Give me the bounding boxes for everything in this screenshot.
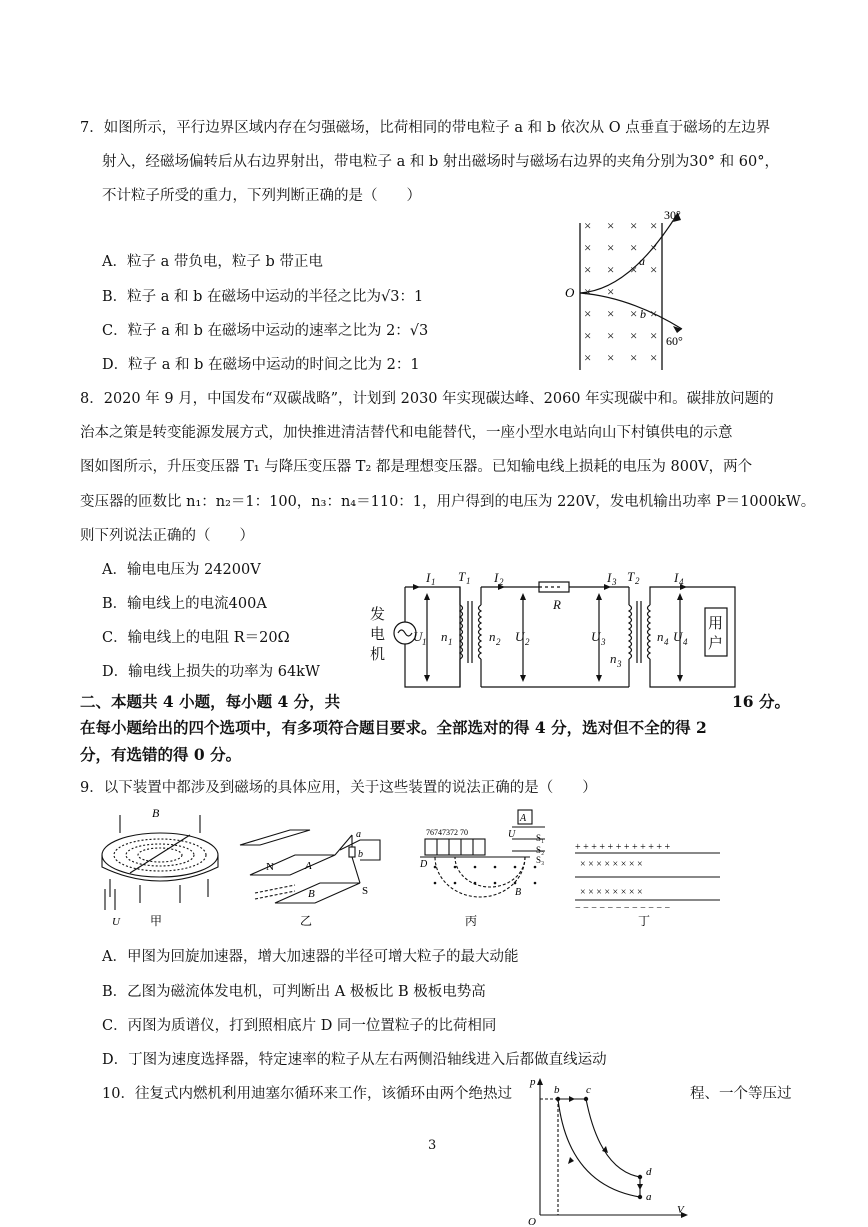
svg-text:3: 3 xyxy=(617,659,622,669)
svg-text:1: 1 xyxy=(431,577,436,587)
q9-devices-figure xyxy=(90,805,730,935)
svg-text:2: 2 xyxy=(525,637,530,647)
svg-text:× × × × × × × ×: × × × × × × × × xyxy=(580,859,643,870)
svg-text:×: × xyxy=(630,306,638,321)
svg-text:p: p xyxy=(530,1076,536,1088)
svg-text:×: × xyxy=(630,218,638,233)
svg-text:n: n xyxy=(610,651,617,666)
svg-text:×: × xyxy=(607,240,615,255)
svg-text:用: 用 xyxy=(708,616,724,632)
svg-text:×: × xyxy=(650,262,658,277)
svg-text:×: × xyxy=(630,350,638,365)
q8-line-4: 变压器的匝数比 n₁：n₂＝1：100，n₃：n₄＝110：1，用户得到的电压为 220V，发电机输出功率 P＝1000kW。 xyxy=(80,494,816,510)
svg-text:乙: 乙 xyxy=(300,914,313,928)
svg-text:1: 1 xyxy=(422,637,427,647)
q7-line-2: 射入，经磁场偏转后从右边界射出，带电粒子 a 和 b 射出磁场时与磁场右边界的夹角分别为30° 和 60°， xyxy=(102,154,779,170)
section2-line-1b: 16 分。 xyxy=(732,692,790,711)
svg-text:60°: 60° xyxy=(666,334,683,348)
svg-text:B: B xyxy=(152,806,160,820)
svg-text:U: U xyxy=(515,629,525,644)
svg-text:丁: 丁 xyxy=(638,914,651,928)
svg-text:发: 发 xyxy=(370,607,386,623)
svg-text:机: 机 xyxy=(370,647,386,663)
q7-option-d: D．粒子 a 和 b 在磁场中运动的时间之比为 2：1 xyxy=(102,357,420,373)
q8-option-b: B．输电线上的电流400A xyxy=(102,596,267,612)
svg-text:B: B xyxy=(515,887,522,898)
q8-line-5: 则下列说法正确的（ ） xyxy=(80,528,254,544)
svg-text:×: × xyxy=(607,218,615,233)
svg-text:n: n xyxy=(489,629,496,644)
svg-text:I: I xyxy=(607,570,612,585)
svg-text:D: D xyxy=(420,859,428,870)
q7-line-1: 7．如图所示，平行边界区域内存在匀强磁场，比荷相同的带电粒子 a 和 b 依次从 O 点垂直于磁场的左边界 xyxy=(80,120,771,136)
svg-text:U: U xyxy=(591,629,601,644)
svg-text:b: b xyxy=(640,307,646,321)
q7-option-a: A．粒子 a 带负电，粒子 b 带正电 xyxy=(102,254,323,270)
svg-text:A: A xyxy=(520,813,527,824)
section2-line-3: 分，有选错的得 0 分。 xyxy=(80,745,242,764)
svg-text:户: 户 xyxy=(708,636,724,652)
q8-line-3: 图如图所示，升压变压器 T₁ 与降压变压器 T₂ 都是理想变压器。已知输电线上损耗的电压为 800V，两个 xyxy=(80,459,753,475)
svg-text:×: × xyxy=(607,350,615,365)
svg-text:×: × xyxy=(650,218,658,233)
q8-option-d: D．输电线上损失的功率为 64kW xyxy=(102,664,320,680)
q7-option-c: C．粒子 a 和 b 在磁场中运动的速率之比为 2：√3 xyxy=(102,323,429,339)
q10-pv-diagram xyxy=(520,1075,695,1227)
svg-text:×: × xyxy=(607,306,615,321)
svg-text:a: a xyxy=(356,829,361,840)
svg-text:3: 3 xyxy=(612,577,617,587)
svg-text:2: 2 xyxy=(496,637,501,647)
svg-text:×: × xyxy=(584,262,592,277)
svg-text:电: 电 xyxy=(370,627,386,643)
q8-line-1: 8．2020 年 9 月，中国发布“双碳战略”，计划到 2030 年实现碳达峰、2060 年实现碳中和。碳排放问题的 xyxy=(80,391,774,407)
svg-text:V: V xyxy=(677,1204,684,1216)
q8-transmission-circuit-figure xyxy=(365,565,760,693)
svg-text:4: 4 xyxy=(679,577,684,587)
svg-text:R: R xyxy=(553,597,561,612)
q9-option-b: B．乙图为磁流体发电机，可判断出 A 极板比 B 极板电势高 xyxy=(102,984,486,1000)
svg-text:b: b xyxy=(358,849,363,860)
section2-line-1a: 二、本题共 4 小题，每小题 4 分，共 xyxy=(80,692,341,711)
svg-text:×: × xyxy=(607,262,615,277)
q8-option-a: A．输电电压为 24200V xyxy=(102,562,261,578)
svg-text:3: 3 xyxy=(601,637,606,647)
svg-text:76747372 70: 76747372 70 xyxy=(426,828,468,837)
q8-line-2: 治本之策是转变能源发展方式，加快推进清洁替代和电能替代，一座小型水电站向山下村镇供电的示意 xyxy=(80,425,733,441)
svg-text:×: × xyxy=(584,240,592,255)
svg-text:I: I xyxy=(674,570,679,585)
svg-text:I: I xyxy=(426,570,431,585)
q8-option-c: C．输电线上的电阻 R＝20Ω xyxy=(102,630,290,646)
q7-line-3: 不计粒子所受的重力，下列判断正确的是（ ） xyxy=(102,188,421,204)
svg-text:2: 2 xyxy=(635,576,640,586)
svg-text:I: I xyxy=(494,570,499,585)
svg-text:4: 4 xyxy=(683,637,688,647)
svg-text:b: b xyxy=(554,1084,560,1096)
svg-text:− − − − − − − − − − − −: − − − − − − − − − − − − xyxy=(575,903,671,914)
q10-line-1a: 10．往复式内燃机利用迪塞尔循环来工作，该循环由两个绝热过 xyxy=(102,1086,512,1102)
svg-text:n: n xyxy=(657,629,664,644)
svg-text:×: × xyxy=(584,328,592,343)
svg-text:a: a xyxy=(646,1191,652,1203)
svg-text:+ + + + + + + + + + + +: + + + + + + + + + + + + xyxy=(575,842,671,853)
svg-text:1: 1 xyxy=(466,576,471,586)
svg-text:×: × xyxy=(584,350,592,365)
svg-text:c: c xyxy=(586,1084,591,1096)
q9-option-a: A．甲图为回旋加速器，增大加速器的半径可增大粒子的最大动能 xyxy=(102,949,519,965)
svg-text:1: 1 xyxy=(448,637,453,647)
svg-text:S₁: S₁ xyxy=(536,833,545,843)
svg-text:4: 4 xyxy=(664,637,669,647)
q10-line-1b: 程、一个等压过 xyxy=(690,1086,792,1102)
q9-option-c: C．丙图为质谱仪，打到照相底片 D 同一位置粒子的比荷相同 xyxy=(102,1018,497,1034)
svg-text:× × × × × × × ×: × × × × × × × × xyxy=(580,887,643,898)
section2-line-2: 在每小题给出的四个选项中，有多项符合题目要求。全部选对的得 4 分，选对但不全的得 2 xyxy=(80,718,707,737)
svg-text:×: × xyxy=(607,328,615,343)
svg-text:丙: 丙 xyxy=(465,914,478,928)
svg-text:A: A xyxy=(305,860,312,872)
svg-text:×: × xyxy=(607,284,615,299)
svg-text:N: N xyxy=(266,861,274,873)
q9-line-1: 9．以下装置中都涉及到磁场的具体应用，关于这些装置的说法正确的是（ ） xyxy=(80,780,597,796)
q9-option-d: D．丁图为速度选择器，特定速率的粒子从左右两侧沿轴线进入后都做直线运动 xyxy=(102,1052,607,1068)
page-number: 3 xyxy=(428,1138,437,1153)
svg-text:U: U xyxy=(673,629,683,644)
svg-text:×: × xyxy=(630,240,638,255)
svg-text:×: × xyxy=(584,306,592,321)
svg-text:T: T xyxy=(627,569,635,584)
svg-text:×: × xyxy=(584,284,592,299)
svg-text:2: 2 xyxy=(499,577,504,587)
svg-text:d: d xyxy=(646,1166,652,1178)
svg-text:B: B xyxy=(308,888,315,900)
svg-text:×: × xyxy=(650,306,658,321)
svg-text:×: × xyxy=(650,328,658,343)
svg-text:a: a xyxy=(639,254,645,268)
svg-text:S: S xyxy=(362,885,369,897)
svg-text:×: × xyxy=(584,218,592,233)
svg-text:30°: 30° xyxy=(664,208,681,222)
svg-text:U: U xyxy=(413,629,423,644)
svg-text:甲: 甲 xyxy=(150,914,163,928)
svg-text:n: n xyxy=(441,629,448,644)
svg-text:S₃: S₃ xyxy=(536,855,545,865)
svg-text:×: × xyxy=(630,328,638,343)
svg-text:×: × xyxy=(650,350,658,365)
svg-text:O: O xyxy=(528,1216,536,1227)
q7-magnetic-field-figure xyxy=(560,205,700,375)
svg-text:U: U xyxy=(112,916,120,928)
svg-text:×: × xyxy=(630,262,638,277)
svg-text:S₂: S₂ xyxy=(536,845,545,855)
svg-text:×: × xyxy=(650,240,658,255)
svg-text:O: O xyxy=(565,285,575,300)
svg-text:T: T xyxy=(458,569,466,584)
q7-option-b: B．粒子 a 和 b 在磁场中运动的半径之比为√3：1 xyxy=(102,289,424,305)
svg-text:U: U xyxy=(508,829,516,840)
